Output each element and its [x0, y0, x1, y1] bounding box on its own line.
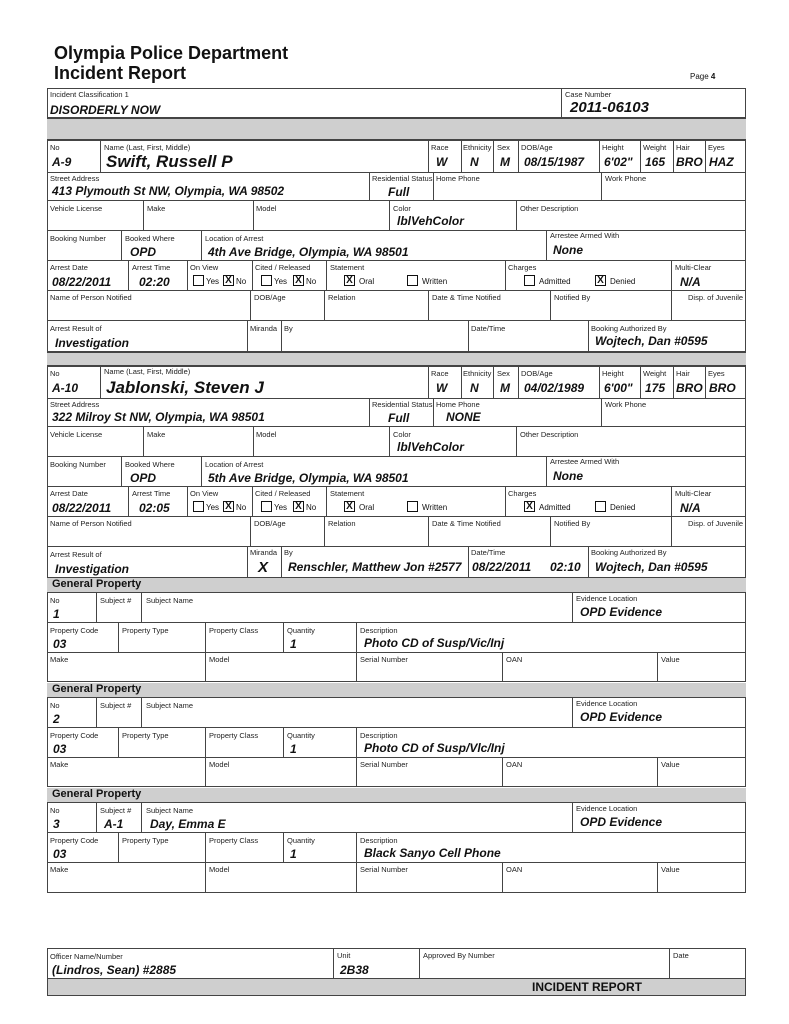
statement-oral-label: Oral	[359, 277, 375, 286]
vehicle-color-value: lblVehColor	[397, 440, 464, 454]
charges-denied-label: Denied	[610, 503, 636, 512]
no-label: No	[50, 806, 60, 815]
arrest-result-value: Investigation	[55, 336, 130, 350]
miranda-by-value: Renschler, Matthew Jon #2577	[288, 560, 462, 574]
home-phone-value: NONE	[446, 410, 481, 424]
height-value: 6'02"	[604, 155, 633, 169]
evidence-location-value: OPD Evidence	[580, 710, 663, 724]
street-address-label: Street Address	[50, 174, 100, 183]
value-label: Value	[661, 865, 680, 874]
other-description-label: Other Description	[520, 430, 579, 439]
date-label: Date	[673, 951, 689, 960]
residential-status-value: Full	[388, 185, 410, 199]
charges-admitted-checkbox[interactable]	[524, 275, 535, 286]
work-phone-label: Work Phone	[605, 174, 647, 183]
statement-written-checkbox[interactable]	[407, 501, 418, 512]
booking-number-label: Booking Number	[50, 460, 106, 469]
property-type-label: Property Type	[122, 836, 169, 845]
ethnicity-value: N	[470, 155, 479, 169]
description-value: Black Sanyo Cell Phone	[364, 846, 501, 860]
unit-label: Unit	[337, 951, 351, 960]
oan-label: OAN	[506, 865, 523, 874]
evidence-location-label: Evidence Location	[576, 804, 638, 813]
property-class-label: Property Class	[209, 731, 259, 740]
section-title: General Property	[52, 578, 142, 590]
arrestee-number: A-9	[52, 155, 72, 169]
model-label: Model	[209, 655, 230, 664]
hair-value: BRO	[676, 155, 703, 169]
person-notified-label: Name of Person Notified	[50, 519, 132, 528]
eyes-value: HAZ	[709, 155, 734, 169]
case-number-label: Case Number	[565, 90, 612, 99]
quantity-value: 1	[290, 847, 297, 861]
relation-label: Relation	[328, 519, 356, 528]
quantity-value: 1	[290, 637, 297, 651]
street-address-label: Street Address	[50, 400, 100, 409]
property-code-label: Property Code	[50, 836, 99, 845]
multi-clear-label: Multi-Clear	[675, 263, 712, 272]
quantity-label: Quantity	[287, 626, 315, 635]
on-view-no-label: No	[236, 277, 247, 286]
make-label: Make	[147, 430, 166, 439]
description-label: Description	[360, 731, 398, 740]
by-label: By	[284, 324, 293, 333]
vehicle-color-value: lblVehColor	[397, 214, 464, 228]
race-value: W	[436, 381, 448, 395]
eyes-value: BRO	[709, 381, 736, 395]
statement-oral-checkbox[interactable]: X	[344, 501, 355, 512]
date-time-label: Date/Time	[471, 548, 506, 557]
weight-value: 175	[645, 381, 666, 395]
statement-oral-checkbox[interactable]: X	[344, 275, 355, 286]
notified-dob-label: DOB/Age	[254, 519, 286, 528]
vehicle-license-label: Vehicle License	[50, 430, 103, 439]
model-label: Model	[256, 204, 277, 213]
on-view-yes-checkbox[interactable]	[193, 501, 204, 512]
subject-name-label: Subject Name	[146, 596, 194, 605]
charges-label: Charges	[508, 489, 537, 498]
no-label: No	[50, 143, 60, 152]
on-view-no-checkbox[interactable]: X	[223, 501, 234, 512]
no-label: No	[50, 701, 60, 710]
property-code-value: 03	[53, 847, 67, 861]
booked-where-label: Booked Where	[125, 460, 175, 469]
street-address-value: 413 Plymouth St NW, Olympia, WA 98502	[52, 184, 285, 198]
person-notified-label: Name of Person Notified	[50, 293, 132, 302]
date-time-label: Date/Time	[471, 324, 506, 333]
statement-label: Statement	[330, 263, 365, 272]
department-name: Olympia Police Department	[54, 43, 289, 63]
quantity-label: Quantity	[287, 731, 315, 740]
color-label: Color	[393, 430, 411, 439]
subject-name-label: Subject Name	[146, 701, 194, 710]
make-label: Make	[50, 760, 69, 769]
subject-number-value: A-1	[104, 817, 124, 831]
description-value: Photo CD of Susp/Vic/Inj	[364, 636, 505, 650]
on-view-yes-label: Yes	[206, 277, 220, 286]
disp-juvenile-label: Disp. of Juvenile	[688, 519, 744, 528]
property-number: 2	[53, 712, 60, 726]
on-view-no-checkbox[interactable]: X	[223, 275, 234, 286]
arrestee-name: Swift, Russell P	[106, 152, 233, 171]
section-title: General Property	[52, 788, 142, 800]
subject-name-value: Day, Emma E	[150, 817, 226, 831]
disp-juvenile-label: Disp. of Juvenile	[688, 293, 744, 302]
sex-value: M	[500, 381, 510, 395]
residential-status-label: Residential Status	[372, 400, 433, 409]
location-of-arrest-value: 4th Ave Bridge, Olympia, WA 98501	[208, 245, 409, 259]
armed-with-value: None	[553, 469, 583, 483]
relation-label: Relation	[328, 293, 356, 302]
property-code-label: Property Code	[50, 626, 99, 635]
no-label: No	[50, 596, 60, 605]
location-of-arrest-label: Location of Arrest	[205, 234, 264, 243]
dob-label: DOB/Age	[521, 143, 553, 152]
armed-with-label: Arrestee Armed With	[550, 231, 620, 240]
charges-denied-checkbox[interactable]	[595, 501, 606, 512]
make-label: Make	[50, 655, 69, 664]
miranda-label: Miranda	[250, 548, 278, 557]
footer-banner-text: INCIDENT REPORT	[532, 980, 643, 994]
value-label: Value	[661, 760, 680, 769]
arrestee-number: A-10	[52, 381, 79, 395]
by-label: By	[284, 548, 293, 557]
booking-authorized-label: Booking Authorized By	[591, 324, 667, 333]
property-type-label: Property Type	[122, 626, 169, 635]
officer-label: Officer Name/Number	[50, 952, 123, 961]
subject-number-label: Subject #	[100, 596, 132, 605]
evidence-location-value: OPD Evidence	[580, 815, 663, 829]
color-label: Color	[393, 204, 411, 213]
property-code-value: 03	[53, 637, 67, 651]
oan-label: OAN	[506, 655, 523, 664]
serial-number-label: Serial Number	[360, 865, 408, 874]
model-label: Model	[209, 760, 230, 769]
home-phone-label: Home Phone	[436, 400, 480, 409]
booked-where-value: OPD	[130, 245, 157, 259]
unit-value: 2B38	[340, 963, 369, 977]
serial-number-label: Serial Number	[360, 760, 408, 769]
approved-by-label: Approved By Number	[423, 951, 495, 960]
on-view-no-label: No	[236, 503, 247, 512]
height-value: 6'00"	[604, 381, 633, 395]
property-type-label: Property Type	[122, 731, 169, 740]
arrest-date-label: Arrest Date	[50, 489, 88, 498]
case-number-value: 2011-06103	[570, 99, 649, 116]
subject-name-label: Subject Name	[146, 806, 194, 815]
property-code-value: 03	[53, 742, 67, 756]
ethnicity-value: N	[470, 381, 479, 395]
subject-number-label: Subject #	[100, 806, 132, 815]
incident-classification-value: DISORDERLY NOW	[50, 103, 161, 117]
street-address-value: 322 Milroy St NW, Olympia, WA 98501	[52, 410, 265, 424]
sex-value: M	[500, 155, 510, 169]
arrest-result-label: Arrest Result of	[50, 324, 102, 333]
vehicle-license-label: Vehicle License	[50, 204, 103, 213]
arrest-time-label: Arrest Time	[132, 489, 171, 498]
on-view-yes-label: Yes	[206, 503, 220, 512]
home-phone-label: Home Phone	[436, 174, 480, 183]
miranda-label: Miranda	[250, 324, 278, 333]
booked-where-value: OPD	[130, 471, 157, 485]
race-label: Race	[431, 143, 449, 152]
cited-yes-checkbox[interactable]	[261, 501, 272, 512]
charges-admitted-label: Admitted	[539, 277, 571, 286]
race-value: W	[436, 155, 448, 169]
ethnicity-label: Ethnicity	[463, 369, 492, 378]
miranda-value: X	[258, 559, 269, 576]
evidence-location-label: Evidence Location	[576, 699, 638, 708]
armed-with-label: Arrestee Armed With	[550, 457, 620, 466]
height-label: Height	[602, 143, 624, 152]
weight-label: Weight	[643, 143, 667, 152]
incident-classification-label: Incident Classification 1	[50, 90, 129, 99]
dob-value: 08/15/1987	[524, 155, 585, 169]
charges-admitted-checkbox[interactable]: X	[524, 501, 535, 512]
divider-band	[47, 118, 746, 140]
cited-no-label: No	[306, 277, 317, 286]
notified-by-label: Notified By	[554, 293, 591, 302]
quantity-value: 1	[290, 742, 297, 756]
statement-oral-label: Oral	[359, 503, 375, 512]
statement-label: Statement	[330, 489, 365, 498]
page-title	[54, 44, 288, 84]
sex-label: Sex	[497, 143, 510, 152]
residential-status-label: Residential Status	[372, 174, 433, 183]
ethnicity-label: Ethnicity	[463, 143, 492, 152]
arrestee-name: Jablonski, Steven J	[106, 378, 264, 397]
cited-yes-label: Yes	[274, 277, 288, 286]
subject-number-label: Subject #	[100, 701, 132, 710]
on-view-label: On View	[190, 263, 219, 272]
hair-value: BRO	[676, 381, 703, 395]
property-class-label: Property Class	[209, 626, 259, 635]
serial-number-label: Serial Number	[360, 655, 408, 664]
description-label: Description	[360, 836, 398, 845]
sex-label: Sex	[497, 369, 510, 378]
value-label: Value	[661, 655, 680, 664]
booking-authorized-value: Wojtech, Dan #0595	[595, 334, 708, 348]
quantity-label: Quantity	[287, 836, 315, 845]
cited-yes-label: Yes	[274, 503, 288, 512]
evidence-location-value: OPD Evidence	[580, 605, 663, 619]
page-number: Page 4	[690, 72, 716, 81]
cited-no-checkbox[interactable]: X	[293, 501, 304, 512]
dob-value: 04/02/1989	[524, 381, 585, 395]
notified-dob-label: DOB/Age	[254, 293, 286, 302]
armed-with-value: None	[553, 243, 583, 257]
property-class-label: Property Class	[209, 836, 259, 845]
evidence-location-label: Evidence Location	[576, 594, 638, 603]
residential-status-value: Full	[388, 411, 410, 425]
work-phone-label: Work Phone	[605, 400, 647, 409]
property-number: 1	[53, 607, 60, 621]
make-label: Make	[147, 204, 166, 213]
booking-number-label: Booking Number	[50, 234, 106, 243]
miranda-time-value: 02:10	[550, 560, 581, 574]
on-view-yes-checkbox[interactable]	[193, 275, 204, 286]
hair-label: Hair	[676, 143, 690, 152]
eyes-label: Eyes	[708, 369, 725, 378]
description-value: Photo CD of Susp/Vlc/Inj	[364, 741, 505, 755]
booked-where-label: Booked Where	[125, 234, 175, 243]
cited-yes-checkbox[interactable]	[261, 275, 272, 286]
height-label: Height	[602, 369, 624, 378]
property-number: 3	[53, 817, 60, 831]
arrest-date-label: Arrest Date	[50, 263, 88, 272]
multi-clear-value: N/A	[680, 501, 701, 515]
arrest-result-value: Investigation	[55, 562, 130, 576]
arrest-date-value: 08/22/2011	[52, 275, 112, 289]
race-label: Race	[431, 369, 449, 378]
name-label: Name (Last, First, Middle)	[104, 143, 191, 152]
multi-clear-value: N/A	[680, 275, 701, 289]
arrest-time-value: 02:20	[139, 275, 170, 289]
statement-written-label: Written	[422, 277, 448, 286]
officer-value: (Lindros, Sean) #2885	[52, 963, 177, 977]
arrest-time-value: 02:05	[139, 501, 170, 515]
property-code-label: Property Code	[50, 731, 99, 740]
charges-denied-label: Denied	[610, 277, 636, 286]
name-label: Name (Last, First, Middle)	[104, 367, 191, 376]
cited-no-checkbox[interactable]: X	[293, 275, 304, 286]
description-label: Description	[360, 626, 398, 635]
model-label: Model	[256, 430, 277, 439]
weight-value: 165	[645, 155, 666, 169]
section-title: General Property	[52, 683, 142, 695]
location-of-arrest-value: 5th Ave Bridge, Olympia, WA 98501	[208, 471, 409, 485]
booking-authorized-value: Wojtech, Dan #0595	[595, 560, 708, 574]
date-notified-label: Date & Time Notified	[432, 293, 501, 302]
dob-label: DOB/Age	[521, 369, 553, 378]
miranda-date-value: 08/22/2011	[472, 560, 532, 574]
oan-label: OAN	[506, 760, 523, 769]
charges-denied-checkbox[interactable]: X	[595, 275, 606, 286]
page-number-value: 4	[710, 72, 716, 81]
report-title: Incident Report	[54, 62, 187, 83]
make-label: Make	[50, 865, 69, 874]
charges-label: Charges	[508, 263, 537, 272]
cited-released-label: Cited / Released	[255, 489, 311, 498]
arrest-result-label: Arrest Result of	[50, 550, 102, 559]
location-of-arrest-label: Location of Arrest	[205, 460, 264, 469]
weight-label: Weight	[643, 369, 667, 378]
statement-written-label: Written	[422, 503, 448, 512]
multi-clear-label: Multi-Clear	[675, 489, 712, 498]
booking-authorized-label: Booking Authorized By	[591, 548, 667, 557]
other-description-label: Other Description	[520, 204, 579, 213]
arrest-date-value: 08/22/2011	[52, 501, 112, 515]
statement-written-checkbox[interactable]	[407, 275, 418, 286]
no-label: No	[50, 369, 60, 378]
charges-admitted-label: Admitted	[539, 503, 571, 512]
divider-band	[47, 352, 746, 366]
eyes-label: Eyes	[708, 143, 725, 152]
cited-released-label: Cited / Released	[255, 263, 311, 272]
date-notified-label: Date & Time Notified	[432, 519, 501, 528]
cited-no-label: No	[306, 503, 317, 512]
arrest-time-label: Arrest Time	[132, 263, 171, 272]
notified-by-label: Notified By	[554, 519, 591, 528]
model-label: Model	[209, 865, 230, 874]
hair-label: Hair	[676, 369, 690, 378]
on-view-label: On View	[190, 489, 219, 498]
